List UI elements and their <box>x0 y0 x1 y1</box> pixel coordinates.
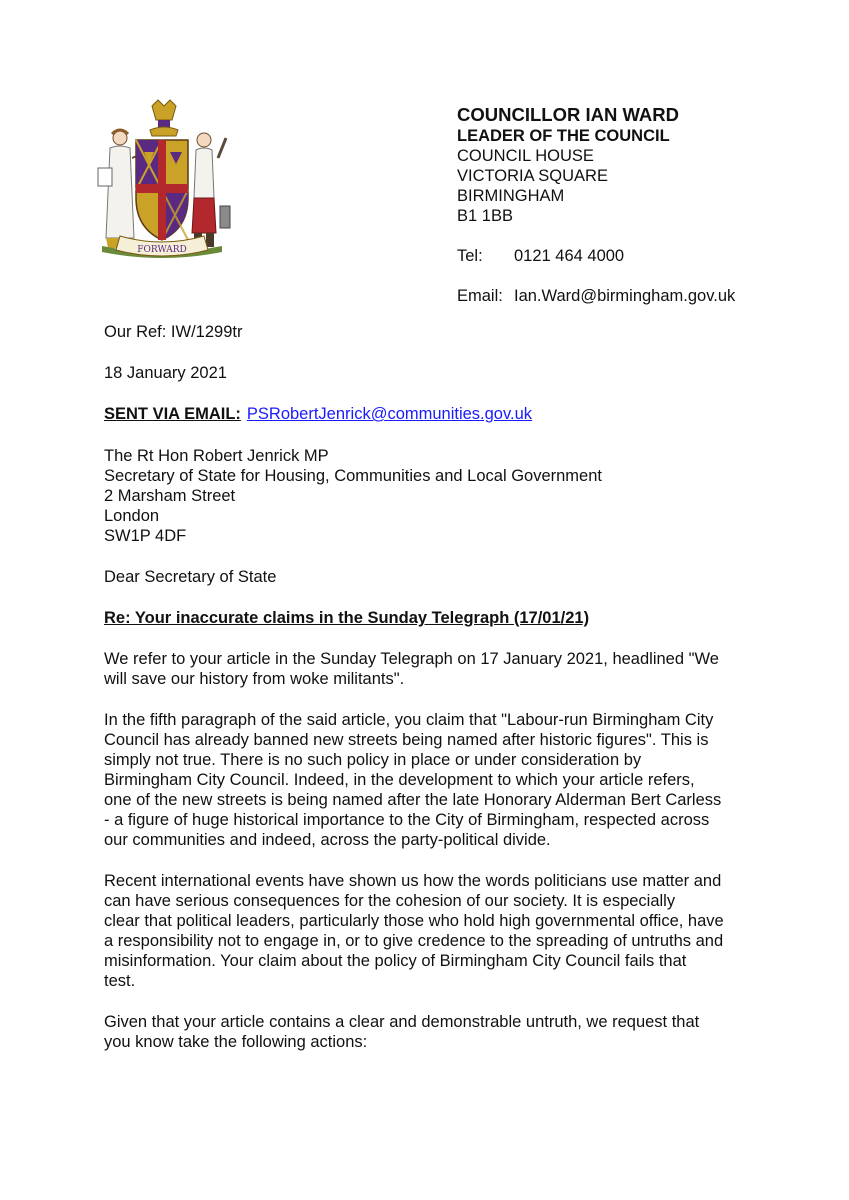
paragraph-line: In the fifth paragraph of the said article, you claim that "Labour-run Birmingham City <box>104 711 714 729</box>
letter-body <box>104 322 764 1052</box>
paragraph-line: Recent international events have shown us how the words politicians use matter and <box>104 872 722 890</box>
recipient-line: 2 Marsham Street <box>104 487 236 505</box>
paragraph-4 <box>104 1012 764 1052</box>
paragraph-line: test. <box>104 972 136 990</box>
paragraph-line: Given that your article contains a clear and demonstrable untruth, we request that <box>104 1013 700 1031</box>
recipient-line: Secretary of State for Housing, Communities and Local Government <box>104 467 602 485</box>
email-label: Email: <box>457 287 503 305</box>
sender-address-line: BIRMINGHAM <box>457 187 565 205</box>
subject-line: Re: Your inaccurate claims in the Sunday Telegraph (17/01/21) <box>104 609 590 627</box>
sender-address-line: COUNCIL HOUSE <box>457 147 594 165</box>
paragraph-line: clear that political leaders, particularly those who hold high governmental office, have <box>104 912 724 930</box>
paragraph-2 <box>104 710 764 850</box>
sender-email <box>457 286 817 306</box>
letter-date: 18 January 2021 <box>104 364 227 382</box>
paragraph-line: you know take the following actions: <box>104 1033 368 1051</box>
sender-address-line: VICTORIA SQUARE <box>457 167 608 185</box>
paragraph-1 <box>104 649 764 689</box>
salutation: Dear Secretary of State <box>104 568 277 586</box>
paragraph-3 <box>104 871 764 991</box>
recipient-line: SW1P 4DF <box>104 527 187 545</box>
paragraph-line: - a figure of huge historical importance to the City of Birmingham, respected across <box>104 811 710 829</box>
paragraph-line: Council has already banned new streets being named after historic figures". This is <box>104 731 709 749</box>
telephone-number: 0121 464 4000 <box>514 247 625 265</box>
birmingham-coat-of-arms-icon <box>92 98 232 263</box>
sender-block <box>457 104 817 306</box>
paragraph-line: We refer to your article in the Sunday Telegraph on 17 January 2021, headlined "We <box>104 650 719 668</box>
our-reference: Our Ref: IW/1299tr <box>104 323 243 341</box>
recipient-line: The Rt Hon Robert Jenrick MP <box>104 447 329 465</box>
paragraph-line: can have serious consequences for the cohesion of our society. It is especially <box>104 892 676 910</box>
sender-role: LEADER OF THE COUNCIL <box>457 127 670 145</box>
telephone-label: Tel: <box>457 247 483 265</box>
sender-name: COUNCILLOR IAN WARD <box>457 104 679 125</box>
paragraph-line: Birmingham City Council. Indeed, in the development to which your article refers, <box>104 771 695 789</box>
sent-via-email-label: SENT VIA EMAIL: <box>104 405 241 423</box>
email-address: Ian.Ward@birmingham.gov.uk <box>514 287 736 305</box>
paragraph-line: a responsibility not to engage in, or to give credence to the spreading of untruths and <box>104 932 724 950</box>
crest-motto: FORWARD <box>137 245 187 255</box>
sender-address-line: B1 1BB <box>457 207 513 225</box>
paragraph-line: simply not true. There is no such policy in place or under consideration by <box>104 751 642 769</box>
recipient-address <box>104 446 764 546</box>
paragraph-line: one of the new streets is being named after the late Honorary Alderman Bert Carless <box>104 791 722 809</box>
paragraph-line: our communities and indeed, across the party-political divide. <box>104 831 551 849</box>
paragraph-line: will save our history from woke militants". <box>104 670 405 688</box>
paragraph-line: misinformation. Your claim about the policy of Birmingham City Council fails that <box>104 952 687 970</box>
recipient-email-link[interactable]: PSRobertJenrick@communities.gov.uk <box>246 405 533 423</box>
sent-via-email <box>104 404 764 424</box>
recipient-line: London <box>104 507 160 525</box>
sender-telephone <box>457 246 817 266</box>
